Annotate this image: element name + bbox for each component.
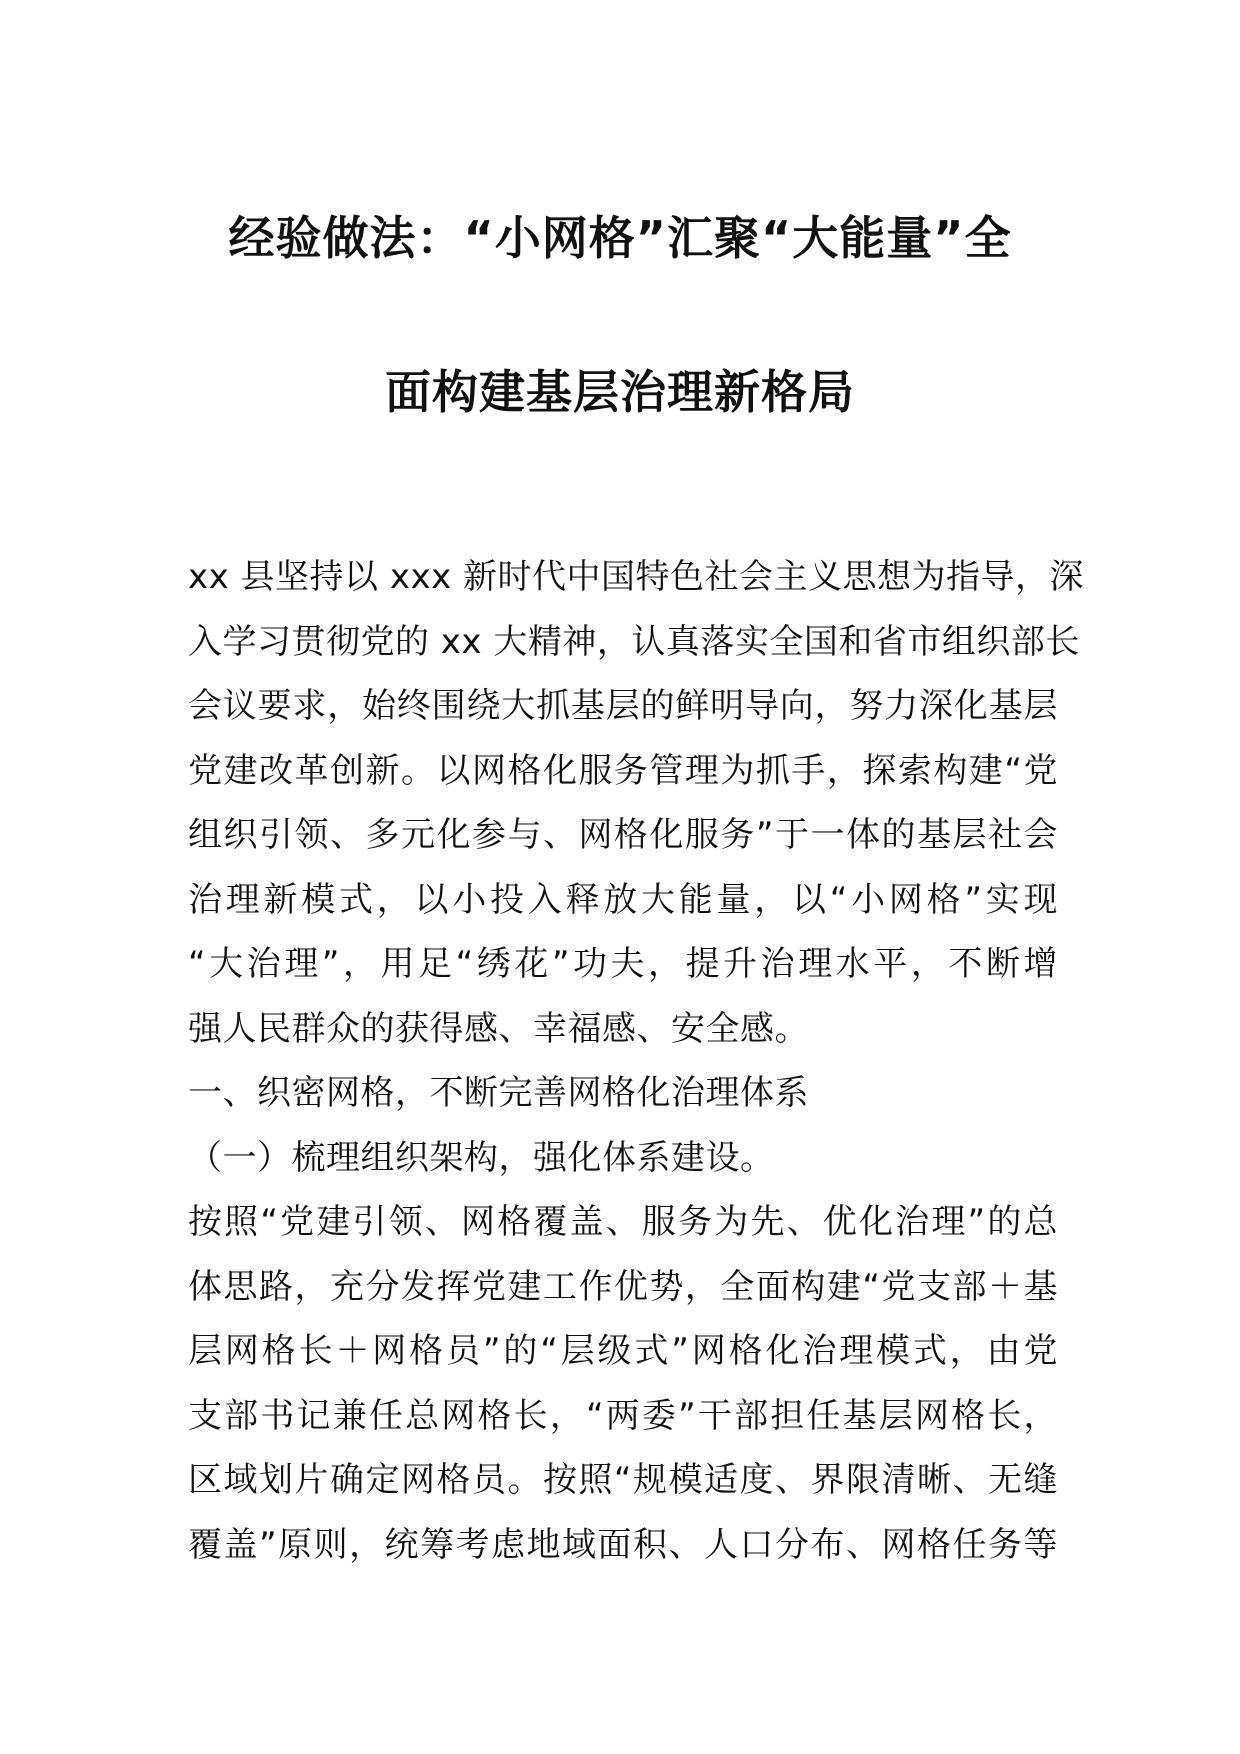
document-body: [188, 545, 1085, 1577]
body-line: 党建改革创新。以网格化服务管理为抓手，探索构建“党: [188, 750, 1058, 791]
body-line: 层网格长＋网格员”的“层级式”网格化治理模式，由党: [188, 1331, 1058, 1371]
body-line: 支部书记兼任总网格长，“两委”干部担任基层网格长，: [188, 1395, 1058, 1436]
body-line: 入学习贯彻党的 xx 大精神，认真落实全国和省市组织部长: [188, 621, 1080, 662]
subsection-heading: （一）梳理组织架构，强化体系建设。: [188, 1137, 775, 1178]
document-title-line-1: 经验做法：“小网格”汇聚“大能量”全: [228, 211, 1012, 265]
document-title-line-2: 面构建基层治理新格局: [385, 365, 855, 419]
body-line: 强人民群众的获得感、幸福感、安全感。: [188, 1008, 809, 1049]
body-line: 按照“党建引领、网格覆盖、服务为先、优化治理”的总: [188, 1202, 1058, 1242]
section-heading: 一、织密网格，不断完善网格化治理体系: [188, 1073, 809, 1113]
body-line: 会议要求，始终围绕大抓基层的鲜明导向，努力深化基层: [188, 686, 1058, 726]
body-line: 组织引领、多元化参与、网格化服务”于一体的基层社会: [188, 815, 1058, 855]
body-line: 体思路，充分发挥党建工作优势，全面构建“党支部＋基: [188, 1266, 1058, 1307]
body-line: 区域划片确定网格员。按照“规模适度、界限清晰、无缝: [188, 1460, 1058, 1500]
body-line: 治理新模式，以小投入释放大能量，以“小网格”实现: [188, 879, 1058, 920]
body-line: “大治理”，用足“绣花”功夫，提升治理水平，不断增: [188, 944, 1058, 984]
body-line: xx 县坚持以 xxx 新时代中国特色社会主义思想为指导，深: [188, 557, 1085, 597]
body-line: 覆盖”原则，统筹考虑地域面积、人口分布、网格任务等: [188, 1524, 1058, 1565]
